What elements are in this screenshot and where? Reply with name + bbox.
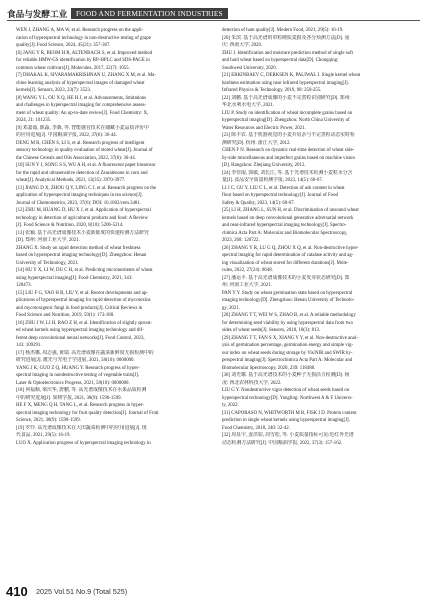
- reference-line: kernels based on deep convolutional generative adversarial network: [222, 215, 354, 221]
- reference-line: [6] JANG Y R, BEOM H R, ALTENBACH S, et al. Improved method: [16, 50, 153, 56]
- reference-line: [16] ZHU J W, LI H, RAO Z H, et al. Identification of slightly sprout-: [16, 320, 152, 326]
- reference-line: 庆: 西南大学, 2020.: [222, 43, 263, 48]
- reference-line: Science, 2021, 38(9): 1590-1599.: [16, 418, 81, 423]
- reference-line: DENG M R, CHEN S, LI S, et al. Research progress of intelligent: [16, 140, 145, 146]
- reference-line: ZHANG X. Study on rapid detection method of wheat freshness: [16, 245, 141, 251]
- reference-line: CHEN F N. Research on dynamic real-time detection of wheat side-: [222, 148, 355, 153]
- reference-line: 128473.: [16, 283, 32, 288]
- reference-line: 华北水利水电大学, 2021.: [222, 103, 275, 108]
- reference-line: using hyperspectral imaging[J]. Food Chemistry, 2021, 343:: [16, 275, 133, 281]
- reference-line: Biomolecular Spectroscopy, 2020, 239: 118488.: [222, 365, 316, 371]
- reference-line: Laser & Optoelectronics Progress, 2021, 58(10): 0000000.: [16, 380, 130, 386]
- reference-line: [8] WANG Y L, OU X Q, HE H J, et al. Advancements, limitations: [16, 95, 147, 101]
- journal-title-cn: 食品与发酵工业: [7, 10, 68, 20]
- reference-column-right: [222, 27, 414, 447]
- reference-line: for reliable HMW-GS identification by RP-HPLC and SDS-PAGE in: [16, 58, 150, 63]
- reference-line: Food Science and Nutrition, 2019, 59(1): 173-180.: [16, 313, 115, 318]
- reference-line: common wheat cultivars[J]. Molecules, 2017, 22(7): 1055.: [16, 65, 130, 71]
- reference-line: sensory technology in quality evaluation of stored wheat[J]. Journal of: [16, 148, 153, 153]
- reference-line: 量[J]. 食品安全质量检测学报, 2023, 14(5): 60-67.: [222, 178, 323, 183]
- reference-line: kernels[J]. Sensors, 2023, 23(7): 3523.: [16, 88, 92, 93]
- reference-line: technology in detection of agricultural products and food: A Review: [16, 215, 148, 221]
- reference-line: [29] ZHANG T T, FAN S X, XIANG Y Y, et al. Non-destructive anal-: [222, 335, 358, 341]
- reference-line: University of Technology, 2021.: [16, 260, 79, 266]
- reference-line: detection of ham quality[J]. Modern Food, 2021, 29(5): 16-19.: [222, 28, 344, 33]
- reference-line: spectral imaging for rapid determination of catalase activity and ag-: [222, 253, 354, 258]
- reference-line: Journal of Chemometrics, 2023, 37(6): DOI: 10.1002/cem.3481.: [16, 200, 141, 206]
- reference-line: [28] ZHANG T T, WEI W S, ZHAO B, et al. A reliable methodology: [222, 313, 356, 318]
- reference-line: sides of wheat seeds[J]. Sensors, 2018, 18(3): 813.: [222, 328, 321, 333]
- reference-line: [30] 刘光耀. 基于高光谱技术的小麦种子无损活力检测[D]. 杨: [222, 373, 350, 378]
- reference-line: prediction in single wheat kernels using hyperspectral imaging[J].: [222, 418, 350, 423]
- reference-line: LIU G Y. Nondestructive vigor detection of wheat seeds based on: [222, 388, 350, 393]
- header-divider: [7, 20, 420, 21]
- reference-line: ysis of germination percentage, germination energy and simple vig-: [222, 343, 354, 348]
- reference-line: LIU P. Study on identification of wheat incomplete grains based on: [222, 110, 353, 116]
- reference-line: by-side miscellaneous and imperfect grains based on machine vision: [222, 155, 355, 161]
- reference-line: spectral imaging technology for fruit quality detection[J]. Journal of Fruit: [16, 410, 159, 416]
- reference-line: cules, 2022, 27(24): 8648.: [222, 268, 273, 273]
- reference-line: [25] LI H, ZHANG L, SUN H, et al. Discrimination of unsound wheat: [222, 208, 359, 213]
- reference-line: 代食品, 2021, 29(5): 16-19.: [16, 433, 71, 438]
- reference-line: [12] ZHU M, HUANG D, HU X J, et al. Application of hyperspectral: [16, 208, 151, 213]
- reference-line: ty, 2022.: [222, 403, 239, 408]
- reference-line: chine learning analysis of hyperspectral images of damaged wheat: [16, 80, 145, 86]
- reference-line: [D]. 郑州: 河南工业大学, 2021.: [16, 238, 80, 243]
- reference-line: application of hyperspectral imaging techniques in tea science[J].: [16, 193, 143, 198]
- reference-line: [18] 何福顺, 梁庆华, 唐鹏, 等. 高光谱成像技术在水果品质检测: [16, 388, 147, 393]
- reference-line: chimica Acta Part A: Molecular and Biomolecular Spectroscopy,: [222, 230, 348, 236]
- reference-line: our index on wheat seeds during storage by Vis/NIR and SWIR hy-: [222, 350, 353, 356]
- reference-line: [10] SUN Y J, SONG S S, WU A H, et al. A fluorescent paper biosensor: [16, 163, 156, 168]
- reference-line: [27] 潘运平. 基于高光谱成像技术的小麦发芽状态研究[D]. 郑: [222, 275, 350, 281]
- reference-line: ZHU J. Identification and moisture prediction method of single soft: [222, 50, 354, 56]
- reference-line: [26] ZHANG Y R, LU G Q, ZHOU X Q, et al. Non-destructive hyper-: [222, 245, 359, 251]
- reference-line: spectral imaging in nondestructive testing of vegetable traits[J].: [16, 373, 140, 378]
- reference-line: Infrared Physics & Technology, 2019, 98: 250-255.: [222, 88, 322, 93]
- reference-line: [24] 李佳琨, 郭敏, 刘长江, 等. 基于光谱技术检测小麦粒水分含: [222, 170, 353, 176]
- reference-line: [J]. Food Science & Nutrition, 2020, 8(10): 5206-5214.: [16, 223, 124, 228]
- reference-line: [23] 陈丰农. 基于机器视觉的小麦并肩杂与不完善粒动态实时检: [222, 133, 355, 138]
- reference-line: and near-infrared hyperspectral imaging technology[J]. Spectro-: [222, 223, 347, 228]
- reference-column-left: [16, 27, 208, 447]
- reference-line: ferent deep convolutional neural networks[J]. Food Control, 2023,: [16, 335, 145, 341]
- page-header: [7, 7, 420, 22]
- page-number: 410: [6, 584, 28, 599]
- reference-line: 中的研究进展[J]. 果树学报, 2021, 38(9): 1590-1599.: [16, 395, 122, 401]
- reference-line: 测研究[D]. 杭州: 浙江大学, 2012.: [222, 140, 291, 146]
- reference-line: quality[J]. Food Science, 2024, 45(21): 357-367.: [16, 43, 111, 48]
- reference-line: and mycotoxigenic fungi in food products[J]. Critical Reviews in: [16, 305, 143, 311]
- reference-line: [22] 刘鹏. 基于高光谱成像的小麦不完善粒识别研究[D]. 郑州:: [222, 95, 351, 101]
- reference-line: and challenges in hyperspectral imaging for comprehensive assess-: [16, 103, 147, 108]
- reference-line: [21] ERKINBAEV C, DERKSEN K, PALIWAL J. Single kernel wheat: [222, 73, 361, 78]
- reference-line: YANG J K, GUO Z Q, HUANG Y. Research progress of hyper-: [16, 365, 140, 371]
- reference-line: [9] 邓嘉茹, 陈淼, 李森, 等. 智能感官技术在储藏小麦品质评价中: [16, 125, 149, 131]
- reference-line: [20] 朱滨. 基于高光谱的单粒硬质麦损及各分预测方法[D]. 重: [222, 35, 350, 41]
- reference-line: WEN J, ZHANG A, MA W, et al. Research progress on the appli-: [16, 28, 144, 33]
- reference-line: wheat[J]. Analytical Methods, 2021, 13(35): 3970-3977.: [16, 178, 126, 183]
- reference-line: Water Resources and Electric Power, 2021.: [222, 125, 306, 131]
- reference-line: hardness estimation using near infrared hyperspectral imaging[J].: [222, 80, 349, 86]
- reference-line: plications of hyperspectral imaging for rapid detection of mycotoxins: [16, 298, 151, 303]
- reference-line: for determining seed viability by using hyperspectral data from two: [222, 320, 353, 326]
- reference-line: 2024, 21: 101235.: [16, 118, 52, 123]
- reference-line: PAN Y Y. Study on wheat germination state based on hyperspectral: [222, 290, 353, 296]
- reference-line: HE F X, MENG Q H, TANG L, et al. Research progress in hyper-: [16, 403, 144, 408]
- reference-line: 凌: 西北农林科技大学, 2022.: [222, 380, 282, 386]
- reference-line: for the rapid and ultrasensitive detection of Zearalenone in corn and: [16, 170, 148, 176]
- reference-line: [11] JIANG D X, ZHOU Q Y, LING C J, et al. Research progress on the: [16, 185, 157, 191]
- reference-line: 州: 河南工业大学, 2021.: [222, 283, 272, 288]
- reference-line: ed wheat kernels using hyperspectral imaging technology and dif-: [16, 328, 144, 333]
- reference-line: 动态检测方法研究[J]. 中国粮油学报, 2022, 37(3): 157-162.: [222, 440, 343, 446]
- reference-line: [D]. Hangzhou: Zhejiang University, 2012.: [222, 163, 306, 168]
- reference-line: Safety & Quality, 2023, 14(5): 60-67.: [222, 200, 295, 206]
- reference-line: hyperspectral technology[D]. Yangling: Northwest A & F Universi-: [222, 395, 353, 401]
- reference-line: [17] 杨杰娜, 周志强, 黄瑞. 高光谱成像在蔬菜新鲜度无损检测中的: [16, 350, 154, 356]
- reference-line: the Chinese Cereals and Oils Association, 2022, 37(6): 36-44.: [16, 155, 136, 161]
- reference-line: [32] 周显宇, 姜洪如, 周雪松, 等. 小麦质量指标可见/近红外光谱: [222, 433, 354, 438]
- issue-info: 2025 Vol.51 No.9 (Total 525): [36, 587, 128, 596]
- reference-line: 143: 109291.: [16, 343, 42, 348]
- reference-line: [14] HU Y X, LI W, DU C H, et al. Predicting micronutrients of wheat: [16, 268, 153, 273]
- reference-line: 的应用进展[J]. 中国粮油学报, 2022, 37(6): 36-44.: [16, 133, 117, 138]
- reference-line: [19] 罗玲. 高光谱成像技术在大田蔬菜检测中的应用进展[J]. 现: [16, 425, 147, 431]
- reference-line: perspectral imaging[J]. Spectrochimica Acta Part A: Molecular and: [222, 358, 353, 363]
- reference-line: Southwest University, 2020.: [222, 65, 277, 71]
- reference-line: LI J C, GU Y, LIU C L, et al. Detection of ash content in wheat: [222, 185, 345, 191]
- reference-line: LUO X. Application progress of hyperspectral imaging technology in: [16, 440, 151, 446]
- page-footer: [6, 584, 406, 600]
- reference-line: 研究进展[J]. 激光与光电子学进展, 2021, 58(10): 0000000.: [16, 358, 135, 363]
- reference-line: and hard wheat based on hyperspectral data[D]. Chongqing:: [222, 58, 339, 63]
- reference-line: ment of wheat quality: An up-to-date review[J]. Food Chemistry: X,: [16, 110, 149, 116]
- reference-line: hyperspectral imaging[D]. Zhengzhou: North China University of: [222, 118, 350, 123]
- reference-line: flour based on hyperspectral technology[J]. Journal of Food: [222, 193, 338, 198]
- reference-line: 2023, 268: 120722.: [222, 238, 260, 243]
- reference-line: imaging technology[D]. Zhengzhou: Henan University of Technolo-: [222, 298, 355, 303]
- reference-line: [31] CAPORASO N, WHITWORTH M B, FISK I D. Protein content: [222, 410, 357, 416]
- reference-line: cation of hyperspectral technology in non-destructive testing of grape: [16, 35, 151, 41]
- reference-line: gy, 2021.: [222, 305, 240, 311]
- reference-line: Food Chemistry, 2018, 240: 32-42.: [222, 425, 290, 431]
- reference-line: [13] 张颖. 基于高光谱成像技术小麦新陈度的快速检测方法研究: [16, 230, 149, 236]
- reference-line: [15] LIU F G, YAO H B, LIU Y, et al. Recent developments and ap-: [16, 290, 148, 296]
- reference-line: ing visualization of wheat stored for different durations[J]. Mole-: [222, 260, 349, 266]
- reference-line: based on hyperspectral imaging technology[D]. Zhengzhou: Henan: [16, 253, 147, 258]
- journal-title-en: FOOD AND FERMENTATION INDUSTRIES: [71, 8, 228, 19]
- reference-line: [7] DHAKAL K, SIVARAMAKRISHNAN U, ZHANG X M, et al. Ma-: [16, 73, 156, 78]
